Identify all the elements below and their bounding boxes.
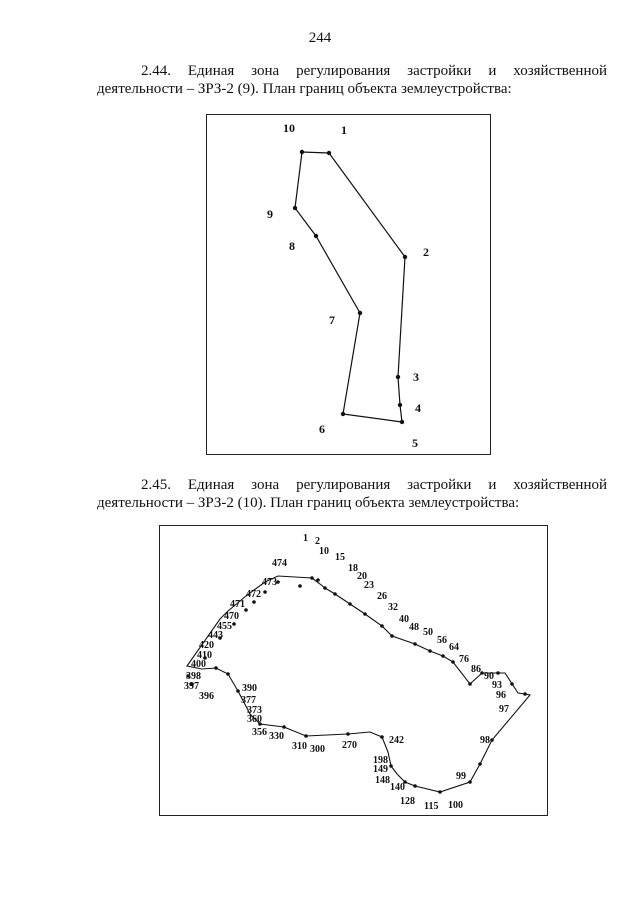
- point-label: 99: [456, 771, 466, 782]
- section-heading-line-2: деятельности – ЗРЗ-2 (10). План границ объекта землеустройства:: [97, 495, 520, 511]
- boundary-point: [510, 682, 514, 686]
- boundary-point: [263, 590, 267, 594]
- section-heading-line-2: деятельности – ЗРЗ-2 (9). План границ объекта землеустройства:: [97, 81, 512, 97]
- boundary-line: [295, 152, 405, 422]
- point-label: 7: [329, 313, 335, 327]
- boundary-point: [348, 602, 352, 606]
- point-label: 300: [310, 744, 325, 755]
- boundary-point: [398, 403, 402, 407]
- boundary-point: [298, 584, 302, 588]
- boundary-point: [327, 151, 331, 155]
- point-label: 18: [348, 563, 358, 574]
- boundary-point: [323, 586, 327, 590]
- point-label: 6: [319, 422, 325, 436]
- point-label: 15: [335, 552, 345, 563]
- point-label: 10: [319, 546, 329, 557]
- point-label: 3: [413, 370, 419, 384]
- point-label: 242: [389, 735, 404, 746]
- boundary-point: [358, 311, 362, 315]
- point-label: 474: [272, 558, 287, 569]
- point-label: 2: [423, 245, 429, 259]
- page-number: 244: [308, 30, 332, 46]
- boundary-point: [389, 764, 393, 768]
- point-label: 270: [342, 740, 357, 751]
- boundary-point: [396, 375, 400, 379]
- point-label: 20: [357, 571, 367, 582]
- boundary-point: [316, 578, 320, 582]
- boundary-point: [314, 234, 318, 238]
- boundary-point: [400, 420, 404, 424]
- boundary-point: [333, 592, 337, 596]
- point-label: 400: [191, 659, 206, 670]
- boundary-plan-10-drawing: [160, 526, 547, 815]
- point-label: 128: [400, 796, 415, 807]
- point-label: 23: [364, 580, 374, 591]
- point-label: 32: [388, 602, 398, 613]
- boundary-point: [413, 642, 417, 646]
- boundary-point: [232, 622, 236, 626]
- point-label: 473: [262, 577, 277, 588]
- point-label: 140: [390, 782, 405, 793]
- point-label: 1: [341, 123, 347, 137]
- boundary-point: [390, 634, 394, 638]
- boundary-point: [293, 206, 297, 210]
- point-label: 310: [292, 741, 307, 752]
- point-label: 5: [412, 436, 418, 450]
- point-label: 373: [247, 705, 262, 716]
- point-label: 396: [199, 691, 214, 702]
- point-label: 410: [197, 650, 212, 661]
- boundary-point: [468, 780, 472, 784]
- point-label: 4: [415, 401, 421, 415]
- boundary-point: [363, 612, 367, 616]
- point-label: 96: [496, 690, 506, 701]
- point-label: 390: [242, 683, 257, 694]
- boundary-plan-9-drawing: [207, 115, 490, 454]
- point-label: 356: [252, 727, 267, 738]
- point-label: 443: [208, 630, 223, 641]
- boundary-plan-zrz-2-10: [159, 525, 548, 816]
- boundary-point: [380, 624, 384, 628]
- section-heading-2-45: [97, 476, 607, 512]
- boundary-point: [496, 671, 500, 675]
- point-label: 100: [448, 800, 463, 811]
- boundary-point: [310, 576, 314, 580]
- boundary-point: [380, 735, 384, 739]
- point-label: 330: [269, 731, 284, 742]
- boundary-point: [413, 784, 417, 788]
- point-label: 377: [241, 695, 256, 706]
- section-heading-line-1: 2.45. Единая зона регулирования застройки и хозяйственной: [141, 477, 607, 493]
- boundary-point: [304, 734, 308, 738]
- point-label: 97: [499, 704, 509, 715]
- point-label: 398: [186, 671, 201, 682]
- boundary-point: [403, 255, 407, 259]
- point-label: 86: [471, 664, 481, 675]
- point-label: 471: [230, 599, 245, 610]
- point-label: 455: [217, 621, 232, 632]
- point-label: 198: [373, 755, 388, 766]
- point-label: 472: [246, 589, 261, 600]
- point-label: 360: [247, 714, 262, 725]
- point-label: 148: [375, 775, 390, 786]
- section-heading-2-44: [97, 62, 607, 98]
- point-label: 470: [224, 611, 239, 622]
- point-label: 1: [303, 533, 308, 544]
- boundary-point: [523, 692, 527, 696]
- boundary-point: [441, 654, 445, 658]
- section-heading-line-1: 2.44. Единая зона регулирования застройки и хозяйственной: [141, 63, 607, 79]
- point-label: 98: [480, 735, 490, 746]
- boundary-plan-zrz-2-9: [206, 114, 491, 455]
- boundary-point: [451, 660, 455, 664]
- point-label: 2: [315, 536, 320, 547]
- point-label: 397: [184, 681, 199, 692]
- boundary-point: [346, 732, 350, 736]
- point-label: 90: [484, 671, 494, 682]
- point-label: 26: [377, 591, 387, 602]
- boundary-point: [490, 738, 494, 742]
- point-label: 149: [373, 764, 388, 775]
- boundary-point: [341, 412, 345, 416]
- boundary-point: [236, 689, 240, 693]
- point-label: 64: [449, 642, 459, 653]
- point-label: 56: [437, 635, 447, 646]
- point-label: 76: [459, 654, 469, 665]
- boundary-point: [468, 682, 472, 686]
- boundary-point: [282, 725, 286, 729]
- point-label: 9: [267, 207, 273, 221]
- boundary-point: [300, 150, 304, 154]
- point-label: 420: [199, 640, 214, 651]
- boundary-point: [226, 672, 230, 676]
- point-label: 48: [409, 622, 419, 633]
- point-label: 8: [289, 239, 295, 253]
- boundary-point: [428, 649, 432, 653]
- point-label: 93: [492, 680, 502, 691]
- point-label: 115: [424, 801, 439, 812]
- point-label: 10: [283, 121, 295, 135]
- point-label: 40: [399, 614, 409, 625]
- point-label: 50: [423, 627, 433, 638]
- boundary-point: [252, 600, 256, 604]
- boundary-point: [478, 762, 482, 766]
- boundary-point: [214, 666, 218, 670]
- boundary-point: [438, 790, 442, 794]
